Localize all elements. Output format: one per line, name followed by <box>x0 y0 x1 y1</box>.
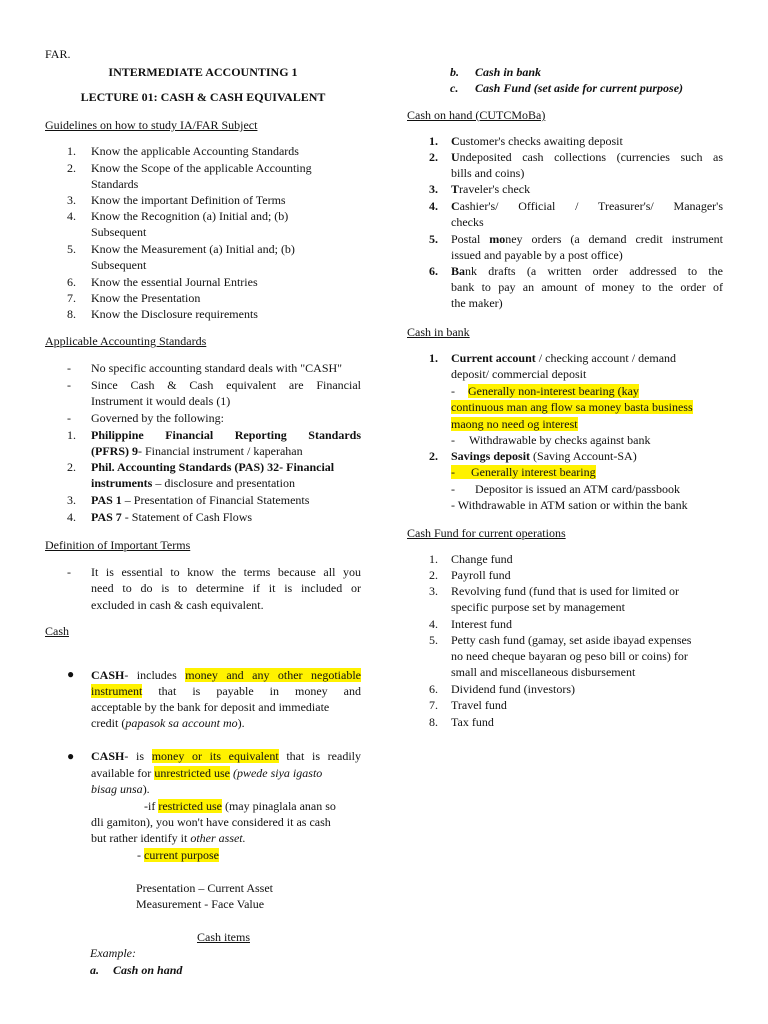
cash-def-2-line1 <box>91 748 361 764</box>
restricted-text: but rather identify it <box>91 831 191 845</box>
restricted-line1 <box>144 798 336 814</box>
fund-item-line1: Revolving fund (fund that is used for limited or <box>451 584 679 598</box>
num: 4. <box>67 510 76 524</box>
highlight: money and any other negotiable <box>185 668 361 682</box>
dash: - <box>451 433 455 447</box>
restricted-line3 <box>91 830 246 846</box>
fund-item-line1: Tax fund <box>451 715 494 729</box>
cash-text: that is readily <box>278 749 361 763</box>
std-2-rest: – disclosure and presentation <box>152 476 295 490</box>
fund-item-num: 4. <box>429 617 438 631</box>
cib-2-withdraw: - Withdrawable in ATM sation or within the bank <box>451 498 688 512</box>
dash: - <box>137 848 144 862</box>
coh-item-bold: C <box>451 199 460 213</box>
std-3-bold: PAS 1 <box>91 493 122 507</box>
std-2-line2 <box>91 475 295 491</box>
fund-item-num: 5. <box>429 633 438 647</box>
cib-1-line1 <box>451 350 676 366</box>
cash-label: CASH <box>91 668 125 682</box>
presentation-line: Presentation – Current Asset <box>136 881 273 895</box>
example-label: Example: <box>90 946 136 960</box>
coh-item-rest: ndeposited cash collections (currencies such as <box>459 150 723 164</box>
dash: - <box>67 565 71 579</box>
dash: - <box>67 411 71 425</box>
dash: - <box>67 378 71 392</box>
highlight: Generally interest bearing <box>471 465 596 479</box>
cib-2-text: (Saving Account-SA) <box>530 449 637 463</box>
guide-item-line2: Subsequent <box>91 258 147 272</box>
cash-def-2-line3 <box>91 781 150 797</box>
coh-item-rest: raveler's check <box>459 182 531 196</box>
coh-item-line2: bills and coins) <box>451 166 525 180</box>
example-c-num: c. <box>450 81 459 95</box>
coh-item-rest: ustomer's checks awaiting deposit <box>459 134 623 148</box>
cib-1-text: / checking account / demand <box>535 351 677 365</box>
cash-def-2-line2 <box>91 765 322 781</box>
highlight: instrument <box>91 684 143 698</box>
coh-item-bold: C <box>451 134 460 148</box>
standards-heading: Applicable Accounting Standards <box>45 334 207 348</box>
coh-item-num: 1. <box>429 134 438 148</box>
cash-def-1-line2 <box>91 683 361 699</box>
cib-1-hl-line2 <box>451 399 693 415</box>
highlight: continuous man ang flow sa money basta business <box>451 400 693 414</box>
def-text-2: need to do is to determine if it is included or <box>91 581 361 595</box>
guidelines-heading: Guidelines on how to study IA/FAR Subject <box>45 118 258 132</box>
fund-item-line2: no need cheque bayaran og peso bill or coins) for <box>451 649 688 663</box>
coh-item-bold: T <box>451 182 460 196</box>
cash-text: ). <box>142 782 150 796</box>
fund-item-num: 8. <box>429 715 438 729</box>
coh-item-line1 <box>451 133 723 149</box>
fund-item-line1: Travel fund <box>451 698 507 712</box>
guide-item-num: 5. <box>67 242 76 256</box>
std-4 <box>91 509 252 525</box>
bullet-icon: ● <box>67 667 75 681</box>
std-2-bold: instruments <box>91 476 153 490</box>
std-3-rest: – Presentation of Financial Statements <box>121 493 310 507</box>
cash-in-bank-heading: Cash in bank <box>407 325 470 339</box>
cash-text: available for <box>91 766 155 780</box>
highlight: Generally non-interest bearing (kay <box>468 384 639 398</box>
std-1-rest: - Financial instrument / kaperahan <box>138 444 303 458</box>
std-dash-1: No specific accounting standard deals with "CASH" <box>91 361 343 375</box>
coh-item-line1 <box>451 149 723 165</box>
cib-1-hl-line1 <box>451 383 639 399</box>
cash-label: CASH <box>91 749 125 763</box>
guide-item-line1: Know the applicable Accounting Standards <box>91 144 299 158</box>
coh-item-line2: issued and payable by a post office) <box>451 248 623 262</box>
coh-item-bold: mo <box>489 232 506 246</box>
guide-item-num: 3. <box>67 193 76 207</box>
guide-item-num: 6. <box>67 275 76 289</box>
cash-items-heading: Cash items <box>197 930 250 944</box>
cash-heading: Cash <box>45 624 69 638</box>
std-1-line1: Philippine Financial Reporting Standards <box>91 428 361 442</box>
cib-1-bold: Current account <box>451 351 536 365</box>
std-2-line1: Phil. Accounting Standards (PAS) 32- Financial <box>91 460 335 474</box>
fund-item-num: 6. <box>429 682 438 696</box>
guide-item-line1: Know the Measurement (a) Initial and; (b) <box>91 242 295 256</box>
cash-def-1-line4 <box>91 715 245 731</box>
std-3 <box>91 492 309 508</box>
course-title: INTERMEDIATE ACCOUNTING 1 <box>108 65 298 79</box>
fund-item-line1: Dividend fund (investors) <box>451 682 575 696</box>
cash-italic: bisag unsa <box>91 782 143 796</box>
coh-item-line1 <box>451 263 723 279</box>
cib-2-num: 2. <box>429 449 438 463</box>
guide-item-line1: Know the essential Journal Entries <box>91 275 258 289</box>
std-1-bold: (PFRS) 9 <box>91 444 138 458</box>
guide-item-num: 4. <box>67 209 76 223</box>
coh-item-num: 4. <box>429 199 438 213</box>
cash-text: credit ( <box>91 716 126 730</box>
coh-item-rest: nk drafts (a written order addressed to the <box>465 264 723 278</box>
std-dash-2a: Since Cash & Cash equivalent are Financial <box>91 378 361 392</box>
restricted-line2: dli gamiton), you won't have considered it as cash <box>91 815 331 829</box>
dash: - <box>451 384 458 398</box>
highlight: maong no need og interest <box>451 417 578 431</box>
fund-item-line1: Interest fund <box>451 617 512 631</box>
example-c: Cash Fund (set aside for current purpose) <box>475 81 684 95</box>
std-4-bold: PAS 7 <box>91 510 122 524</box>
restricted-text: (may pinaglala anan so <box>221 799 336 813</box>
coh-item-line1 <box>451 231 723 247</box>
coh-item-line2: checks <box>451 215 484 229</box>
std-dash-2b: Instrument it would deals (1) <box>91 394 231 408</box>
cib-1-hl-line3 <box>451 416 578 432</box>
cash-text: ). <box>237 716 245 730</box>
coh-item-num: 2. <box>429 150 438 164</box>
num: 1. <box>67 428 76 442</box>
coh-item-bold: U <box>451 150 460 164</box>
fund-item-line2: specific purpose set by management <box>451 600 625 614</box>
highlight: current purpose <box>144 848 219 862</box>
guide-item-line2: Standards <box>91 177 139 191</box>
fund-item-line1: Change fund <box>451 552 513 566</box>
cash-text: - is <box>124 749 152 763</box>
num: 3. <box>67 493 76 507</box>
restricted-text: -if <box>144 799 159 813</box>
fund-item-num: 3. <box>429 584 438 598</box>
cib-2-bold: Savings deposit <box>451 449 531 463</box>
dash: - <box>67 361 71 375</box>
far-label: FAR. <box>45 47 71 61</box>
example-b: Cash in bank <box>475 65 542 79</box>
highlight: unrestricted use <box>154 766 230 780</box>
std-4-rest: - Statement of Cash Flows <box>124 510 253 524</box>
bullet-icon: ● <box>67 749 75 763</box>
guide-item-line1: Know the Scope of the applicable Accounting <box>91 161 312 175</box>
coh-item-rest: ney orders (a demand credit instrument <box>505 232 723 246</box>
highlight: money or its equivalent <box>151 749 279 763</box>
guide-item-line1: Know the important Definition of Terms <box>91 193 286 207</box>
cash-italic: papasok sa account mo <box>125 716 238 730</box>
cib-1-num: 1. <box>429 351 438 365</box>
cash-on-hand-heading: Cash on hand (CUTCMoBa) <box>407 108 546 122</box>
coh-item-num: 3. <box>429 182 438 196</box>
std-dash-3: Governed by the following: <box>91 411 224 425</box>
guide-item-num: 8. <box>67 307 76 321</box>
highlight-dash: - <box>451 465 471 479</box>
fund-item-line1: Petty cash fund (gamay, set aside ibayad expenses <box>451 633 692 647</box>
fund-item-line1: Payroll fund <box>451 568 511 582</box>
cash-def-1-line3: acceptable by the bank for deposit and immediate <box>91 700 330 714</box>
cash-text: that is payable in money and <box>142 684 361 698</box>
lecture-title: LECTURE 01: CASH & CASH EQUIVALENT <box>80 90 326 104</box>
coh-item-rest: ashier's/ Official / Treasurer's/ Manager's <box>459 199 723 213</box>
guide-item-line1: Know the Disclosure requirements <box>91 307 258 321</box>
guide-item-line2: Subsequent <box>91 225 147 239</box>
guide-item-num: 2. <box>67 161 76 175</box>
highlight: restricted use <box>158 799 222 813</box>
definitions-heading: Definition of Important Terms <box>45 538 191 552</box>
guide-item-num: 7. <box>67 291 76 305</box>
cash-italic: (pwede siya igasto <box>229 766 323 780</box>
cash-def-1-line1 <box>91 667 361 683</box>
num: 2. <box>67 460 76 474</box>
guide-item-line1: Know the Recognition (a) Initial and; (b) <box>91 209 289 223</box>
example-a-num: a. <box>90 963 99 977</box>
coh-item-pre: Postal <box>451 232 490 246</box>
std-1-line2 <box>91 443 303 459</box>
fund-item-line3: small and miscellaneous disbursement <box>451 665 636 679</box>
coh-item-line2: bank to pay an amount of money to the order of <box>451 280 723 294</box>
coh-item-num: 5. <box>429 232 438 246</box>
dash: - <box>451 482 455 496</box>
cib-2-line1 <box>451 448 637 464</box>
fund-item-num: 7. <box>429 698 438 712</box>
coh-item-line1 <box>451 198 723 214</box>
cib-1-withdraw: Withdrawable by checks against bank <box>469 433 651 447</box>
current-purpose <box>137 847 219 863</box>
cash-fund-heading: Cash Fund for current operations <box>407 526 566 540</box>
example-b-num: b. <box>450 65 459 79</box>
cib-2-hl <box>451 464 596 480</box>
def-text-3: excluded in cash & cash equivalent. <box>91 598 264 612</box>
example-a: Cash on hand <box>113 963 183 977</box>
fund-item-num: 2. <box>429 568 438 582</box>
cib-1-line2: deposit/ commercial deposit <box>451 367 587 381</box>
fund-item-num: 1. <box>429 552 438 566</box>
cib-2-depositor: Depositor is issued an ATM card/passbook <box>475 482 680 496</box>
measurement-line: Measurement - Face Value <box>136 897 265 911</box>
coh-item-bold: Ba <box>451 264 466 278</box>
guide-item-line1: Know the Presentation <box>91 291 201 305</box>
guide-item-num: 1. <box>67 144 76 158</box>
cash-text: - includes <box>124 668 186 682</box>
def-text-1: It is essential to know the terms because all you <box>91 565 361 579</box>
restricted-italic: other asset. <box>190 831 246 845</box>
coh-item-num: 6. <box>429 264 438 278</box>
coh-item-line1 <box>451 181 723 197</box>
coh-item-line3: the maker) <box>451 296 503 310</box>
